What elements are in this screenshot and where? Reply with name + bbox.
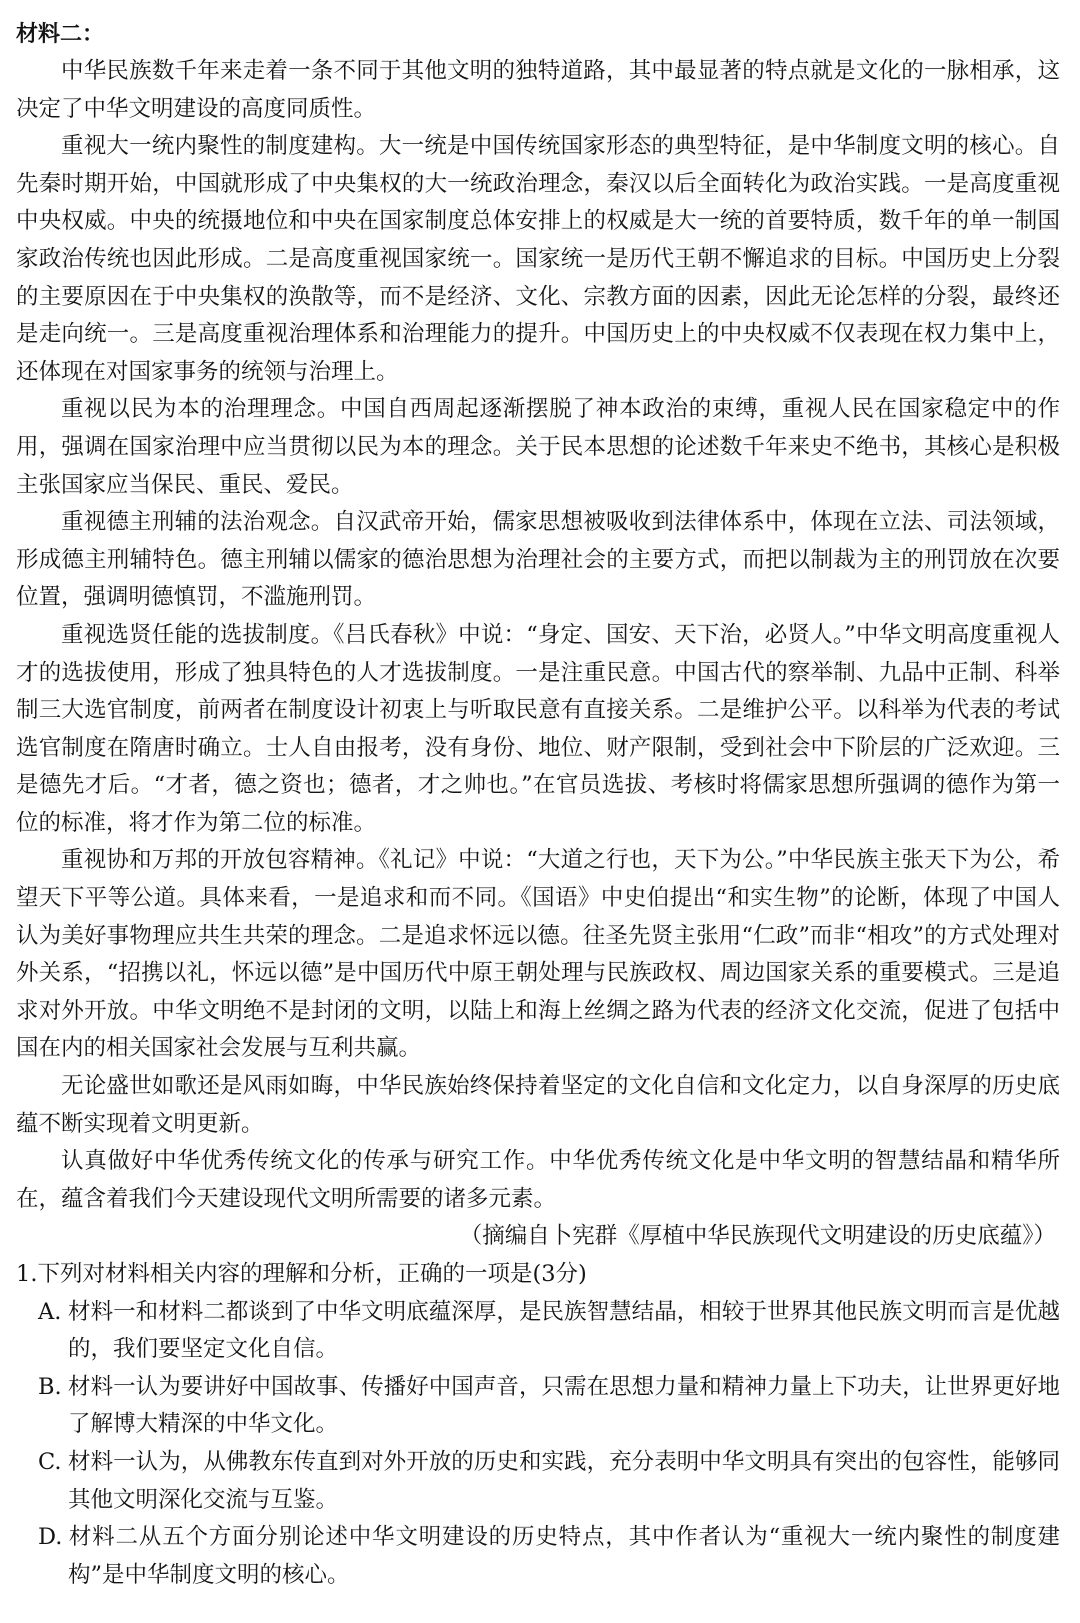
option-d <box>16 1519 1060 1594</box>
paragraph-confidence: 无论盛世如歌还是风雨如晦，中华民族始终保持着坚定的文化自信和文化定力，以自身深厚的历史底蕴不断实现着文明更新。 <box>16 1073 1060 1137</box>
option-a-text: 材料一和材料二都谈到了中华文明底蕴深厚，是民族智慧结晶，相较于世界其他民族文明而言是优越的，我们要坚定文化自信。 <box>68 1298 1060 1363</box>
option-a-letter: A. <box>38 1298 62 1325</box>
option-b <box>16 1369 1060 1444</box>
paragraph-people: 重视以民为本的治理理念。中国自西周起逐渐摆脱了神本政治的束缚，重视人民在国家稳定中的作用，强调在国家治理中应当贯彻以民为本的理念。关于民本思想的论述数千年来史不绝书，其核心是积极主张国家应当保民、重民、爱民。 <box>16 396 1060 498</box>
source-citation: （摘编自卜宪群《厚植中华民族现代文明建设的历史底蕴》） <box>459 1223 1056 1250</box>
option-d-letter: D. <box>38 1524 63 1551</box>
paragraph-intro: 中华民族数千年来走着一条不同于其他文明的独特道路，其中最显著的特点就是文化的一脉相承，这决定了中华文明建设的高度同质性。 <box>16 58 1060 122</box>
paragraph-talent: 重视选贤任能的选拔制度。《吕氏春秋》中说：“身定、国安、天下治，必贤人。”中华文明高度重视人才的选拔使用，形成了独具特色的人才选拔制度。一是注重民意。中国古代的察举制、九品中正制、科举制三大选官制度，前两者在制度设计初衷上与听取民意有直接关系。二是维护公平。以科举为代表的考试选官制度在隋唐时确立。士人自由报考，没有身份、地位、财产限制，受到社会中下阶层的广泛欢迎。三是德先才后。“才者，德之资也；德者，才之帅也。”在官员选拔、考核时将儒家思想所强调的德作为第一位的标准，将才作为第二位的标准。 <box>16 621 1060 836</box>
option-b-text: 材料一认为要讲好中国故事、传播好中国声音，只需在思想力量和精神力量上下功夫，让世界更好地了解博大精深的中华文化。 <box>68 1373 1060 1438</box>
question-stem: 1.下列对材料相关内容的理解和分析，正确的一项是(3分) <box>16 1261 587 1287</box>
option-c <box>16 1444 1060 1519</box>
option-c-letter: C. <box>38 1448 62 1475</box>
section-title: 材料二： <box>16 22 105 47</box>
paragraph-inheritance: 认真做好中华优秀传统文化的传承与研究工作。中华优秀传统文化是中华文明的智慧结晶和精华所在，蕴含着我们今天建设现代文明所需要的诸多元素。 <box>16 1148 1060 1212</box>
option-b-letter: B. <box>38 1373 62 1400</box>
paragraph-unity: 重视大一统内聚性的制度建构。大一统是中国传统国家形态的典型特征，是中华制度文明的核心。自先秦时期开始，中国就形成了中央集权的大一统政治理念，秦汉以后全面转化为政治实践。一是高度重视中央权威。中央的统摄地位和中央在国家制度总体安排上的权威是大一统的首要特质，数千年的单一制国家政治传统也因此形成。二是高度重视国家统一。国家统一是历代王朝不懈追求的目标。中国历史上分裂的主要原因在于中央集权的涣散等，而不是经济、文化、宗教方面的因素，因此无论怎样的分裂，最终还是走向统一。三是高度重视治理体系和治理能力的提升。中国历史上的中央权威不仅表现在权力集中上，还体现在对国家事务的统领与治理上。 <box>16 133 1060 385</box>
option-c-text: 材料一认为，从佛教东传直到对外开放的历史和实践，充分表明中华文明具有突出的包容性，能够同其他文明深化交流与互鉴。 <box>68 1448 1060 1513</box>
option-a <box>16 1294 1060 1369</box>
option-d-text: 材料二从五个方面分别论述中华文明建设的历史特点，其中作者认为“重视大一统内聚性的制度建构”是中华制度文明的核心。 <box>68 1524 1060 1588</box>
paragraph-virtue-law: 重视德主刑辅的法治观念。自汉武帝开始，儒家思想被吸收到法律体系中，体现在立法、司法领域，形成德主刑辅特色。德主刑辅以儒家的德治思想为治理社会的主要方式，而把以制裁为主的刑罚放在次要位置，强调明德慎罚，不滥施刑罚。 <box>16 509 1060 611</box>
paragraph-openness: 重视协和万邦的开放包容精神。《礼记》中说：“大道之行也，天下为公。”中华民族主张天下为公，希望天下平等公道。具体来看，一是追求和而不同。《国语》中史伯提出“和实生物”的论断，体现了中国人认为美好事物理应共生共荣的理念。二是追求怀远以德。往圣先贤主张用“仁政”而非“相攻”的方式处理对外关系，“招携以礼，怀远以德”是中国历代中原王朝处理与民族政权、周边国家关系的重要模式。三是追求对外开放。中华文明绝不是封闭的文明，以陆上和海上丝绸之路为代表的经济文化交流，促进了包括中国在内的相关国家社会发展与互利共赢。 <box>16 847 1060 1062</box>
